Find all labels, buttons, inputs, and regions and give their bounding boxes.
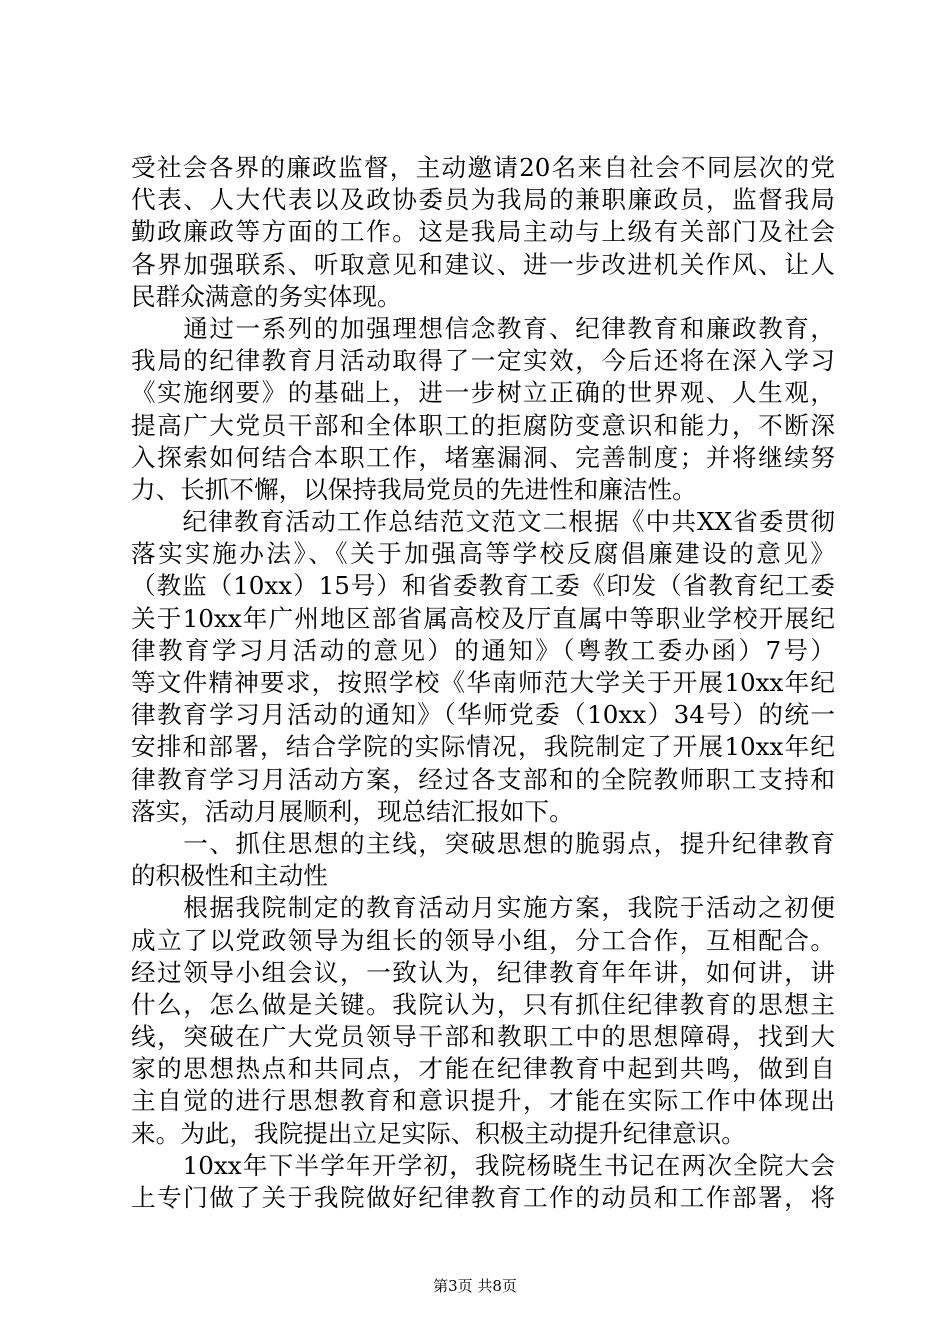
text-line: 落实，活动月展顺利，现总结汇报如下。 (131, 796, 574, 826)
text-line: 民群众满意的务实体现。 (131, 281, 402, 311)
text-line: 经过领导小组会议，一致认为，纪律教育年年讲，如何讲，讲 (131, 957, 835, 987)
document-body (131, 152, 835, 1214)
text-line: 安排和部署，结合学院的实际情况，我院制定了开展10xx年纪 (131, 732, 835, 762)
text-line: 关于10xx年广州地区部省属高校及厅直属中等职业学校开展纪 (131, 603, 835, 633)
text-line: 受社会各界的廉政监督，主动邀请20名来自社会不同层次的党 (131, 153, 835, 182)
text-line: 律教育学习月活动方案，经过各支部和的全院教师职工支持和 (131, 764, 835, 794)
text-line: 提高广大党员干部和全体职工的拒腐防变意识和能力，不断深 (131, 410, 835, 440)
text-line: 勤政廉政等方面的工作。这是我局主动与上级有关部门及社会 (131, 217, 835, 247)
section-heading-line: 的积极性和主动性 (131, 861, 328, 891)
text-line: 根据我院制定的教育活动月实施方案，我院于活动之初便 (131, 893, 835, 923)
text-line: 等文件精神要求，按照学校《华南师范大学关于开展10xx年纪 (131, 668, 835, 697)
text-line: 线，突破在广大党员领导干部和教职工中的思想障碍，找到大 (131, 1022, 835, 1052)
text-line: 10xx年下半学年开学初，我院杨晓生书记在两次全院大会 (131, 1150, 835, 1180)
text-line: 律教育学习月活动的通知》（华师党委（10xx）34号）的统一 (131, 700, 835, 730)
text-line: 落实实施办法》、《关于加强高等学校反腐倡廉建设的意见》 (131, 539, 835, 569)
text-line: 入探索如何结合本职工作，堵塞漏洞、完善制度；并将继续努 (131, 442, 835, 472)
text-line: 我局的纪律教育月活动取得了一定实效，今后还将在深入学习 (131, 346, 835, 376)
text-line: 代表、人大代表以及政协委员为我局的兼职廉政员，监督我局 (131, 185, 835, 215)
text-line: 成立了以党政领导为组长的领导小组，分工合作，互相配合。 (131, 925, 835, 955)
text-line: 上专门做了关于我院做好纪律教育工作的动员和工作部署，将 (131, 1183, 835, 1212)
text-line: 通过一系列的加强理想信念教育、纪律教育和廉政教育， (131, 313, 835, 343)
text-line: 来。为此，我院提出立足实际、积极主动提升纪律意识。 (131, 1118, 746, 1148)
text-line: 家的思想热点和共同点，才能在纪律教育中起到共鸣，做到自 (131, 1054, 835, 1084)
text-line: 主自觉的进行思想教育和意识提升，才能在实际工作中体现出 (131, 1086, 835, 1116)
page-number: 第3页 共8页 (433, 1277, 517, 1295)
text-line: 纪律教育活动工作总结范文范文二根据《中共XX省委贯彻 (131, 507, 835, 537)
text-line: （教监（10xx）15号）和省委教育工委《印发（省教育纪工委 (131, 571, 835, 601)
text-line: 什么，怎么做是关键。我院认为，只有抓住纪律教育的思想主 (131, 989, 835, 1019)
text-line: 律教育学习月活动的意见）的通知》（粤教工委办函）7号） (131, 635, 835, 665)
text-line: 《实施纲要》的基础上，进一步树立正确的世界观、人生观， (131, 378, 835, 408)
text-line: 力、长抓不懈，以保持我局党员的先进性和廉洁性。 (131, 474, 697, 504)
section-heading-line: 一、抓住思想的主线，突破思想的脆弱点，提升纪律教育 (131, 828, 835, 858)
text-line: 各界加强联系、听取意见和建议、进一步改进机关作风、让人 (131, 249, 835, 279)
